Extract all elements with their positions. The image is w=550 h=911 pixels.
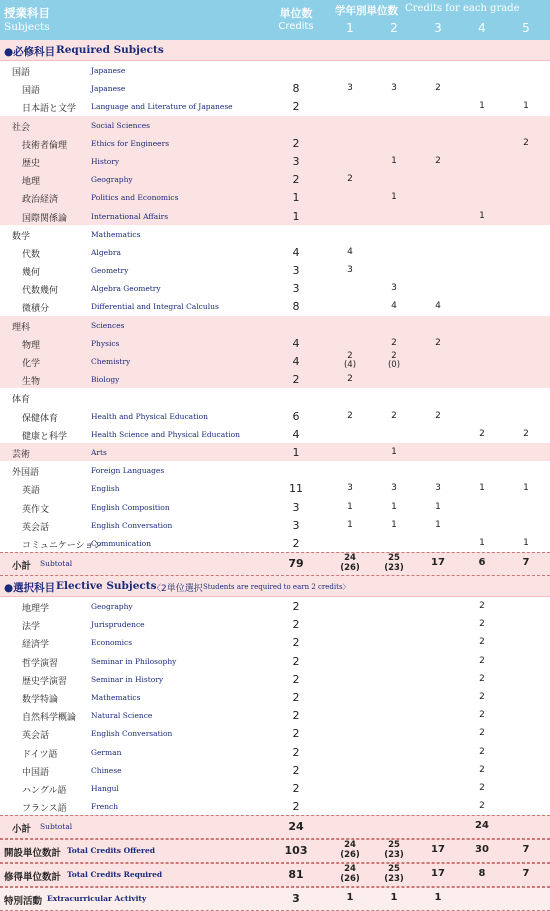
table-row: [0, 297, 550, 315]
subject-name-jp: 国語: [22, 86, 41, 97]
grade-2-credits: 1: [391, 155, 397, 166]
total-label-en: Extracurricular Activity: [47, 894, 147, 904]
total-y2: 1: [390, 892, 398, 904]
subtotal-y1-main: 24: [344, 553, 356, 564]
credits-value: 8: [292, 82, 300, 96]
grade-5-credits: 1: [523, 483, 529, 494]
credits-value: 2: [292, 636, 300, 650]
total-y1-main: 24: [344, 840, 356, 851]
grade-1-credits: 1: [347, 519, 353, 530]
subject-name-jp: ドイツ語: [22, 749, 58, 760]
subject-name-en: Foreign Languages: [91, 466, 165, 476]
elective-subtotal-label-jp: 小計: [12, 824, 32, 836]
credits-value: 3: [292, 154, 300, 168]
subject-name-en: Japanese: [91, 66, 126, 75]
subject-name-en: Biology: [91, 375, 120, 385]
credits-value: 2: [292, 600, 300, 614]
total-y2-main: 25: [388, 840, 400, 851]
subject-name-en: Jurisprudence: [91, 620, 145, 630]
grade-2-credits: 3: [391, 83, 397, 94]
total-y5: 7: [522, 868, 530, 880]
table-row: [0, 461, 550, 479]
subject-name-en: Seminar in History: [91, 674, 164, 684]
credits-value: 1: [292, 445, 300, 459]
subject-name-en: Health and Physical Education: [91, 411, 208, 421]
subjects-heading-jp: 授業科目: [4, 6, 50, 20]
credits-value: 4: [292, 355, 300, 368]
table-row: [0, 116, 550, 134]
subject-name-jp: 外国語: [12, 468, 40, 479]
grade-5-credits: 2: [523, 428, 529, 439]
grade-1-credits: 4: [347, 246, 353, 257]
total-y2: [382, 864, 406, 884]
total-y2-alt: (23): [384, 874, 404, 885]
subject-name-jp: 歴史: [22, 158, 41, 169]
subtotal-y2-main: 25: [388, 553, 400, 564]
subject-name-jp: フランス語: [22, 804, 67, 815]
subject-name-en: Politics and Economics: [91, 193, 179, 203]
total-y2-alt: (23): [384, 850, 404, 861]
total-credits: 103: [284, 844, 308, 858]
credits-value: 2: [292, 672, 300, 686]
credits-value: 8: [292, 300, 300, 314]
subject-name-jp: 芸術: [12, 449, 31, 460]
subject-name-en: Algebra: [91, 247, 121, 257]
subject-name-jp: 保健体育: [22, 413, 59, 424]
table-row: [0, 479, 550, 497]
subject-name-en: Communication: [91, 538, 151, 548]
credits-value: 11: [289, 482, 303, 496]
subject-name-en: Geometry: [91, 266, 129, 276]
grade-2-credits: 1: [391, 501, 397, 512]
table-row: [0, 706, 550, 724]
subject-name-en: Japanese: [91, 84, 126, 94]
subject-name-jp: 英会話: [22, 522, 50, 533]
subject-name-en: Seminar in Philosophy: [91, 656, 177, 666]
grade-2-credits: 2: [391, 410, 397, 421]
elective-subtotal-row: [0, 815, 550, 839]
total-y1: [338, 864, 362, 884]
grade-4-credits: 1: [479, 210, 485, 221]
total-y4: 30: [475, 844, 489, 856]
table-row: [0, 534, 550, 552]
subject-name-en: Physics: [91, 338, 120, 348]
subtotal-y4: 6: [478, 557, 486, 569]
total-y1-alt: (26): [340, 874, 360, 885]
total-y2: [382, 840, 406, 860]
credits-value: 2: [292, 745, 300, 759]
total-label-jp: 特別活動: [4, 896, 43, 908]
grade-2-credits: 4: [391, 301, 397, 312]
grade-1-credits: 3: [347, 83, 353, 94]
grade-4-credits: 2: [479, 746, 485, 757]
grade-heading-en: Credits for each grade: [405, 3, 520, 14]
year-5-heading: 5: [522, 21, 530, 35]
subject-name-jp: 哲学演習: [22, 658, 59, 669]
table-header: [0, 0, 550, 40]
credits-value: 2: [292, 618, 300, 632]
grade-3-credits: 2: [435, 83, 441, 94]
table-row: [0, 633, 550, 651]
table-row: [0, 407, 550, 425]
subject-name-jp: 幾何: [22, 268, 41, 279]
credits-value: 2: [292, 173, 300, 187]
credits-value: 2: [292, 136, 300, 150]
credits-value: 3: [292, 264, 300, 278]
table-row: [0, 615, 550, 633]
table-row: [0, 279, 550, 297]
subject-name-en: Differential and Integral Calculus: [91, 302, 219, 312]
credits-value: 2: [292, 709, 300, 723]
total-y4: 8: [478, 868, 486, 880]
subject-name-en: Algebra Geometry: [91, 284, 161, 294]
table-row: [0, 261, 550, 279]
grade-3-credits: 4: [435, 301, 441, 312]
grade-1-credits: 2: [347, 410, 353, 421]
grade-2-credits: 2 (0): [387, 351, 401, 370]
year-3-heading: 3: [434, 21, 442, 35]
subject-name-en: English Conversation: [91, 729, 173, 739]
grade-5-credits: 1: [523, 101, 529, 112]
grade-3-credits: 1: [435, 519, 441, 530]
table-row: [0, 152, 550, 170]
subject-name-en: German: [91, 747, 122, 757]
total-y1: [338, 840, 362, 860]
subject-name-en: Sciences: [91, 320, 125, 330]
subject-name-jp: 英語: [22, 486, 41, 497]
subtotal-credits: 79: [288, 557, 304, 571]
subject-name-en: Geography: [91, 175, 133, 185]
subject-name-en: Hangul: [91, 783, 119, 793]
table-row: [0, 516, 550, 534]
grade-heading-jp: 学年別単位数: [335, 5, 398, 17]
subject-name-jp: 国語: [12, 68, 31, 78]
table-row: [0, 61, 550, 79]
subject-name-en: English Conversation: [91, 520, 173, 530]
grade-4-credits: 2: [479, 692, 485, 702]
table-row: [0, 388, 550, 406]
credits-value: 2: [292, 763, 300, 777]
grade-1-credits: 3: [347, 483, 353, 494]
total-y3: 1: [434, 892, 442, 904]
total-row: [0, 863, 550, 887]
credits-value: 2: [292, 781, 300, 795]
elective-note-jp: 〈2単位選択: [152, 584, 203, 595]
subject-name-en: French: [91, 802, 119, 812]
year-2-heading: 2: [390, 21, 398, 35]
total-credits: 3: [292, 892, 300, 906]
subtotal-label-jp: 小計: [12, 561, 32, 573]
subject-name-jp: 自然科学概論: [22, 713, 77, 724]
subtotal-y1: [338, 553, 362, 573]
subject-name-jp: 生物: [22, 377, 41, 388]
totals-rows: [0, 839, 550, 911]
grade-4-credits: 2: [479, 728, 485, 739]
required-subtotal-row: [0, 552, 550, 576]
subject-name-jp: 代数幾何: [22, 286, 59, 297]
grade-4-credits: 1: [479, 101, 485, 112]
grade-1-credits: 2: [347, 374, 353, 385]
subject-name-jp: 地理: [22, 177, 41, 188]
elective-section-title: [0, 576, 550, 597]
grade-3-credits: 3: [435, 483, 441, 494]
table-row: [0, 425, 550, 443]
required-rows: [0, 61, 550, 552]
table-row: [0, 170, 550, 188]
total-row: [0, 839, 550, 863]
total-y2-main: 25: [388, 864, 400, 875]
total-y1-main: 24: [344, 864, 356, 875]
grade-4-credits: 2: [479, 619, 485, 630]
elective-title-jp: ●選択科目: [4, 582, 56, 595]
grade-4-credits: 2: [479, 764, 485, 775]
credits-heading-jp: 単位数: [279, 7, 313, 20]
subject-name-en: Mathematics: [91, 229, 141, 239]
grade-2-credits: 1: [391, 519, 397, 530]
subtotal-y5: 7: [522, 557, 530, 569]
table-row: [0, 243, 550, 261]
elective-subtotal-y4: 24: [475, 820, 489, 832]
subject-name-en: Chemistry: [91, 357, 131, 366]
total-label-jp: 開設単位数計: [4, 848, 62, 860]
total-y1: 1: [346, 892, 354, 904]
grade-1-credits: 2 (4): [343, 351, 357, 370]
table-row: [0, 670, 550, 688]
subject-name-en: Mathematics: [91, 693, 141, 702]
grade-3-credits: 1: [435, 501, 441, 512]
subject-name-jp: 数学: [12, 231, 31, 242]
credits-value: 4: [292, 336, 300, 350]
table-row: [0, 207, 550, 225]
grade-4-credits: 2: [479, 801, 485, 812]
subject-name-jp: ハングル語: [22, 785, 67, 796]
subject-name-en: English: [91, 484, 120, 494]
subject-name-jp: 政治経済: [22, 195, 59, 206]
table-row: [0, 316, 550, 334]
table-row: [0, 225, 550, 243]
elective-rows: [0, 597, 550, 815]
subject-name-jp: 数学特論: [22, 695, 59, 705]
table-row: [0, 797, 550, 815]
table-row: [0, 352, 550, 370]
subjects-heading-en: Subjects: [4, 21, 50, 33]
subject-name-jp: 日本語と文学: [22, 104, 77, 115]
subject-name-jp: 歴史学演習: [22, 676, 68, 687]
credits-value: 2: [292, 691, 300, 704]
table-row: [0, 370, 550, 388]
credits-value: 3: [292, 518, 300, 532]
subject-name-en: English Composition: [91, 502, 170, 512]
subject-name-en: Geography: [91, 602, 133, 612]
subtotal-y3: 17: [431, 557, 445, 569]
grade-3-credits: 2: [435, 410, 441, 421]
grade-4-credits: 2: [479, 655, 485, 666]
grade-1-credits: 2: [347, 174, 353, 185]
grade-2-credits: 3: [391, 483, 397, 494]
elective-subtotal-label-en: Subtotal: [40, 822, 73, 832]
credits-value: 4: [292, 427, 300, 441]
grade-4-credits: 2: [479, 710, 485, 721]
table-row: [0, 188, 550, 206]
elective-subtotal-credits: 24: [288, 820, 304, 834]
credits-value: 2: [292, 100, 300, 114]
table-row: [0, 134, 550, 152]
grade-5-credits: 2: [523, 137, 529, 148]
subject-name-jp: 社会: [12, 122, 31, 133]
subject-name-jp: 理科: [12, 322, 31, 333]
subject-name-jp: 国際関係論: [22, 213, 68, 224]
subject-name-jp: 英会話: [22, 731, 50, 742]
credits-value: 6: [292, 409, 300, 423]
grade-4-credits: 2: [479, 637, 485, 648]
subject-name-jp: 法学: [22, 622, 41, 633]
credits-value: 3: [292, 282, 300, 296]
grade-2-credits: 3: [391, 283, 397, 294]
grade-5-credits: 1: [523, 537, 529, 548]
credits-value: 4: [292, 245, 300, 259]
subject-name-jp: 技術者倫理: [22, 140, 68, 151]
credits-value: 2: [292, 800, 300, 814]
grade-2-credits: 1: [391, 192, 397, 203]
total-row: [0, 887, 550, 911]
total-label-jp: 修得単位数計: [4, 872, 62, 884]
subject-name-jp: 英作文: [22, 504, 50, 515]
subject-name-jp: 代数: [22, 249, 41, 260]
subject-name-jp: 健康と科学: [22, 431, 68, 442]
total-label-en: Total Credits Offered: [67, 846, 156, 856]
subject-name-jp: 微積分: [22, 304, 50, 315]
table-row: [0, 743, 550, 761]
grade-4-credits: 1: [479, 537, 485, 548]
grade-4-credits: 2: [479, 601, 485, 612]
grade-4-credits: 1: [479, 483, 485, 494]
total-credits: 81: [288, 868, 304, 882]
subtotal-y2: [382, 553, 406, 573]
grade-4-credits: 2: [479, 673, 485, 684]
subtotal-y2-alt: (23): [384, 563, 404, 574]
year-4-heading: 4: [478, 21, 486, 35]
credits-value: 2: [292, 727, 300, 741]
grade-2-credits: 2: [391, 337, 397, 348]
credits-heading-en: Credits: [278, 21, 314, 32]
subject-name-en: Social Sciences: [91, 120, 151, 130]
table-row: [0, 779, 550, 797]
credits-value: 2: [292, 654, 300, 668]
credits-value: 3: [292, 500, 300, 514]
elective-note-en: Students are required to earn 2 credits〉: [203, 583, 350, 592]
total-y3: 17: [431, 844, 445, 856]
credits-value: 1: [292, 191, 300, 205]
table-row: [0, 597, 550, 615]
subject-name-jp: 中国語: [22, 767, 50, 778]
subject-name-en: International Affairs: [91, 211, 169, 221]
grade-4-credits: 2: [479, 428, 485, 439]
table-row: [0, 724, 550, 742]
subject-name-jp: 経済学: [22, 640, 50, 651]
subject-name-jp: 地理学: [22, 604, 50, 615]
required-title-en: Required Subjects: [56, 44, 164, 56]
subject-name-jp: 化学: [22, 359, 41, 369]
total-label-en: Total Credits Required: [67, 870, 163, 880]
grade-1-credits: 1: [347, 501, 353, 512]
subject-name-en: Language and Literature of Japanese: [91, 102, 233, 112]
subject-name-en: Economics: [91, 638, 133, 648]
table-row: [0, 688, 550, 706]
subject-name-jp: 体育: [12, 395, 31, 406]
year-1-heading: 1: [346, 21, 354, 35]
table-row: [0, 97, 550, 115]
subject-name-en: Ethics for Engineers: [91, 138, 170, 148]
table-row: [0, 443, 550, 461]
grade-2-credits: 1: [391, 446, 397, 457]
grade-1-credits: 3: [347, 265, 353, 276]
subtotal-label-en: Subtotal: [40, 559, 73, 569]
grade-3-credits: 2: [435, 337, 441, 348]
table-row: [0, 334, 550, 352]
total-y5: 7: [522, 844, 530, 856]
subject-name-en: Arts: [91, 447, 107, 457]
subtotal-y1-alt: (26): [340, 563, 360, 574]
subject-name-en: Natural Science: [91, 711, 153, 721]
subject-name-jp: コミュニケーション: [22, 540, 103, 551]
total-y1-alt: (26): [340, 850, 360, 861]
grade-3-credits: 2: [435, 155, 441, 166]
table-row: [0, 652, 550, 670]
credits-value: 1: [292, 209, 300, 223]
subject-name-en: History: [91, 156, 120, 166]
credits-value: 2: [292, 373, 300, 387]
subject-name-jp: 物理: [22, 340, 41, 351]
credits-value: 2: [292, 536, 300, 550]
grade-4-credits: 2: [479, 782, 485, 793]
table-row: [0, 761, 550, 779]
table-row: [0, 498, 550, 516]
required-section-title: [0, 40, 550, 61]
table-row: [0, 79, 550, 97]
subject-name-en: Chinese: [91, 765, 122, 775]
total-y3: 17: [431, 868, 445, 880]
elective-title-en: Elective Subjects: [56, 580, 157, 593]
required-title-jp: ●必修科目: [4, 46, 56, 58]
subject-name-en: Health Science and Physical Education: [91, 429, 240, 439]
